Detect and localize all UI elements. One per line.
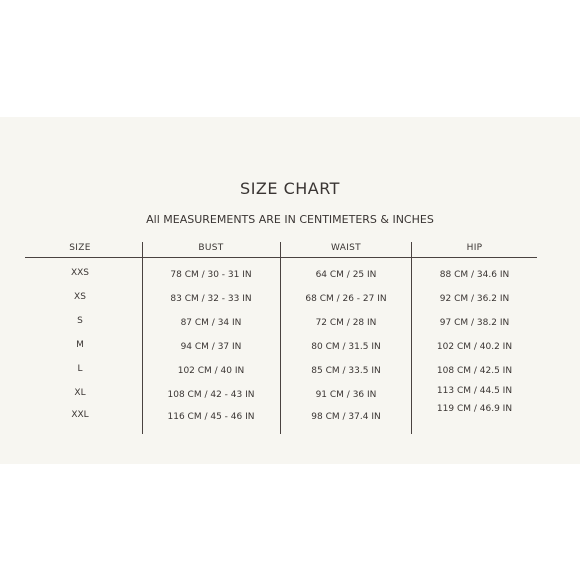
cell-waist: 80 CM / 31.5 IN [311,342,381,352]
header-size: SIZE [69,243,91,253]
cell-size: XS [74,292,86,302]
cell-bust: 87 CM / 34 IN [180,318,242,328]
header-bust: BUST [198,243,224,253]
cell-waist: 72 CM / 28 IN [315,318,377,328]
cell-size: XXL [71,410,89,420]
cell-hip: 102 CM / 40.2 IN [436,342,513,352]
table-row [25,364,537,378]
table-row [25,340,537,354]
cell-waist: 98 CM / 37.4 IN [311,412,381,422]
table-row [25,268,537,282]
cell-waist: 68 CM / 26 - 27 IN [305,294,387,304]
header-hip: HIP [466,243,483,253]
cell-hip: 92 CM / 36.2 IN [439,294,510,304]
cell-waist: 91 CM / 36 IN [315,390,377,400]
cell-bust: 78 CM / 30 - 31 IN [170,270,252,280]
cell-hip: 88 CM / 34.6 IN [439,270,510,280]
cell-size: L [77,364,83,374]
cell-bust: 94 CM / 37 IN [180,342,242,352]
page-title: SIZE CHART [240,179,340,198]
cell-size: XXS [70,268,90,278]
page-subtitle: All MEASUREMENTS ARE IN CENTIMETERS & INCHES [146,213,434,226]
size-chart-card [0,117,580,464]
cell-bust: 83 CM / 32 - 33 IN [170,294,252,304]
table-row [25,404,537,424]
cell-size: M [76,340,84,350]
table-row [25,316,537,330]
size-table [25,238,537,435]
cell-hip: 113 CM / 44.5 IN [436,386,513,396]
table-row [25,388,537,402]
cell-hip: 108 CM / 42.5 IN [436,366,513,376]
cell-hip: 119 CM / 46.9 IN [436,404,513,414]
cell-waist: 85 CM / 33.5 IN [311,366,381,376]
table-row [25,292,537,306]
cell-bust: 102 CM / 40 IN [177,366,245,376]
header-divider [25,257,537,258]
cell-bust: 116 CM / 45 - 46 IN [167,412,255,422]
header-waist: WAIST [331,243,361,253]
cell-size: XL [74,388,86,398]
cell-size: S [77,316,83,326]
cell-waist: 64 CM / 25 IN [315,270,377,280]
cell-hip: 97 CM / 38.2 IN [439,318,510,328]
cell-bust: 108 CM / 42 - 43 IN [167,390,255,400]
